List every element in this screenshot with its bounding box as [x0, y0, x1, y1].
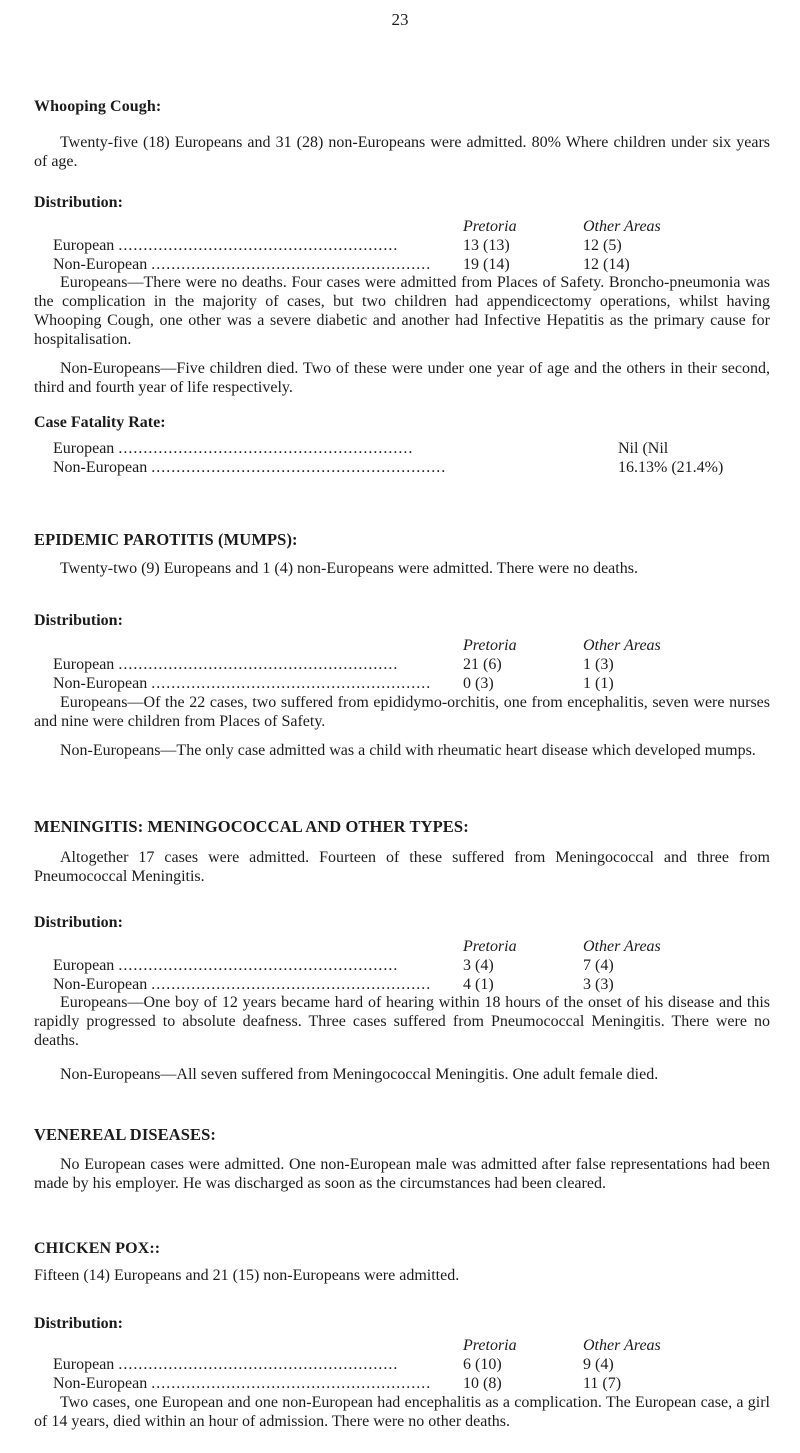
pretoria-value: 21 (6)	[463, 656, 502, 673]
mumps-europeans-paragraph: Europeans—Of the 22 cases, two suffered from epididymo-orchitis, one from encephalitis, seven were nurses and nine were children from Places of Safety.	[34, 694, 770, 730]
fatality-value: Nil (Nil	[618, 440, 669, 457]
row-label: Non-European	[53, 675, 148, 692]
whooping-cough-heading: Whooping Cough:	[34, 98, 162, 115]
mumps-noneuropeans-paragraph: Non-Europeans—The only case admitted was a child with rheumatic heart disease which developed mumps.	[60, 742, 756, 759]
col-header-pretoria: Pretoria	[463, 218, 517, 235]
other-areas-value: 1 (1)	[583, 675, 614, 692]
row-label: Non-European	[53, 256, 148, 273]
table-row: European ........................................................ 3 (4) 7 (4)	[53, 957, 614, 974]
mumps-intro: Twenty-two (9) Europeans and 1 (4) non-Europeans were admitted. There were no deaths.	[60, 560, 638, 577]
col-header-pretoria: Pretoria	[463, 637, 517, 654]
pretoria-value: 4 (1)	[463, 976, 494, 993]
mumps-heading: EPIDEMIC PAROTITIS (MUMPS):	[34, 530, 298, 549]
whooping-distribution-table	[53, 217, 743, 274]
case-fatality-table	[53, 439, 743, 477]
col-header-pretoria: Pretoria	[463, 938, 517, 955]
whooping-distribution-heading: Distribution:	[34, 194, 123, 211]
table-row: European ........................................................ 21 (6) 1 (3)	[53, 656, 614, 673]
row-label: European	[53, 1356, 115, 1373]
meningitis-intro: Altogether 17 cases were admitted. Fourteen of these suffered from Meningococcal and three from Pneumococcal Meningitis.	[34, 849, 770, 885]
row-label: European	[53, 237, 115, 254]
pretoria-value: 6 (10)	[463, 1356, 502, 1373]
pretoria-value: 10 (8)	[463, 1375, 502, 1392]
table-row: European ........................................................ 13 (13) 12 (5)	[53, 237, 622, 254]
venereal-paragraph: No European cases were admitted. One non-European male was admitted after false representations had been made by his employer. He was discharged as soon as the circumstances had been cleared.	[34, 1156, 770, 1192]
col-header-other-areas: Other Areas	[583, 1337, 661, 1354]
pretoria-value: 19 (14)	[463, 256, 510, 273]
whooping-noneuropeans-paragraph: Non-Europeans—Five children died. Two of these were under one year of age and the others in their second, third and fourth year of life respectively.	[34, 360, 770, 396]
meningitis-distribution-heading: Distribution:	[34, 914, 123, 931]
fatality-value: 16.13% (21.4%)	[618, 459, 724, 476]
other-areas-value: 7 (4)	[583, 957, 614, 974]
whooping-europeans-paragraph: Europeans—There were no deaths. Four cases were admitted from Places of Safety. Broncho-pneumonia was the complication in the majority of cases, but two children had appendicectomy operations, whilst having Whooping Cough, one other was a severe diabetic and another had Infective Hepatitis as the primary cause for hospitalisation.	[34, 274, 770, 348]
case-fatality-heading: Case Fatality Rate:	[34, 414, 166, 431]
table-row: Non-European ........................................................ 19 (14) 12 (14)	[53, 256, 630, 273]
mumps-distribution-heading: Distribution:	[34, 612, 123, 629]
pretoria-value: 0 (3)	[463, 675, 494, 692]
chickenpox-heading: CHICKEN POX::	[34, 1240, 161, 1257]
whooping-cough-intro: Twenty-five (18) Europeans and 31 (28) non-Europeans were admitted. 80% Where children under six years of age.	[34, 134, 770, 170]
row-label: Non-European	[53, 1375, 148, 1392]
row-label: Non-European	[53, 976, 148, 993]
col-header-pretoria: Pretoria	[463, 1337, 517, 1354]
other-areas-value: 11 (7)	[583, 1375, 622, 1392]
other-areas-value: 9 (4)	[583, 1356, 614, 1373]
table-row: Non-European ........................................................... 16.13% (21.4%)	[53, 459, 724, 476]
col-header-other-areas: Other Areas	[583, 938, 661, 955]
table-row: Non-European ........................................................ 10 (8) 11 (7)	[53, 1375, 622, 1392]
chickenpox-paragraph: Two cases, one European and one non-European had encephalitis as a complication. The European case, a girl of 14 years, died within an hour of admission. There were no other deaths.	[34, 1394, 770, 1430]
pretoria-value: 13 (13)	[463, 237, 510, 254]
col-header-other-areas: Other Areas	[583, 218, 661, 235]
page-number: 23	[391, 10, 409, 29]
row-label: Non-European	[53, 459, 148, 476]
other-areas-value: 12 (5)	[583, 237, 622, 254]
chickenpox-distribution-heading: Distribution:	[34, 1315, 123, 1332]
meningitis-heading: MENINGITIS: MENINGOCOCCAL AND OTHER TYPES:	[34, 817, 469, 836]
table-row: Non-European ........................................................ 0 (3) 1 (1)	[53, 675, 614, 692]
row-label: European	[53, 440, 115, 457]
chickenpox-intro: Fifteen (14) Europeans and 21 (15) non-Europeans were admitted.	[34, 1267, 460, 1284]
col-header-other-areas: Other Areas	[583, 637, 661, 654]
other-areas-value: 3 (3)	[583, 976, 614, 993]
pretoria-value: 3 (4)	[463, 957, 494, 974]
venereal-heading: VENEREAL DISEASES:	[34, 1125, 216, 1144]
row-label: European	[53, 957, 115, 974]
table-row: European ........................................................ 6 (10) 9 (4)	[53, 1356, 614, 1373]
meningitis-noneuropeans-paragraph: Non-Europeans—All seven suffered from Meningococcal Meningitis. One adult female died.	[60, 1066, 659, 1083]
other-areas-value: 1 (3)	[583, 656, 614, 673]
row-label: European	[53, 656, 115, 673]
chickenpox-distribution-table	[53, 1336, 743, 1393]
mumps-distribution-table	[53, 636, 743, 693]
meningitis-distribution-table	[53, 937, 743, 994]
meningitis-europeans-paragraph: Europeans—One boy of 12 years became hard of hearing within 18 hours of the onset of his disease and this rapidly progressed to absolute deafness. Three cases suffered from Pneumococcal Meningitis. There were no deaths.	[34, 994, 770, 1049]
table-row: European ........................................................... Nil (Nil	[53, 440, 669, 457]
table-row: Non-European ........................................................ 4 (1) 3 (3)	[53, 976, 614, 993]
other-areas-value: 12 (14)	[583, 256, 630, 273]
